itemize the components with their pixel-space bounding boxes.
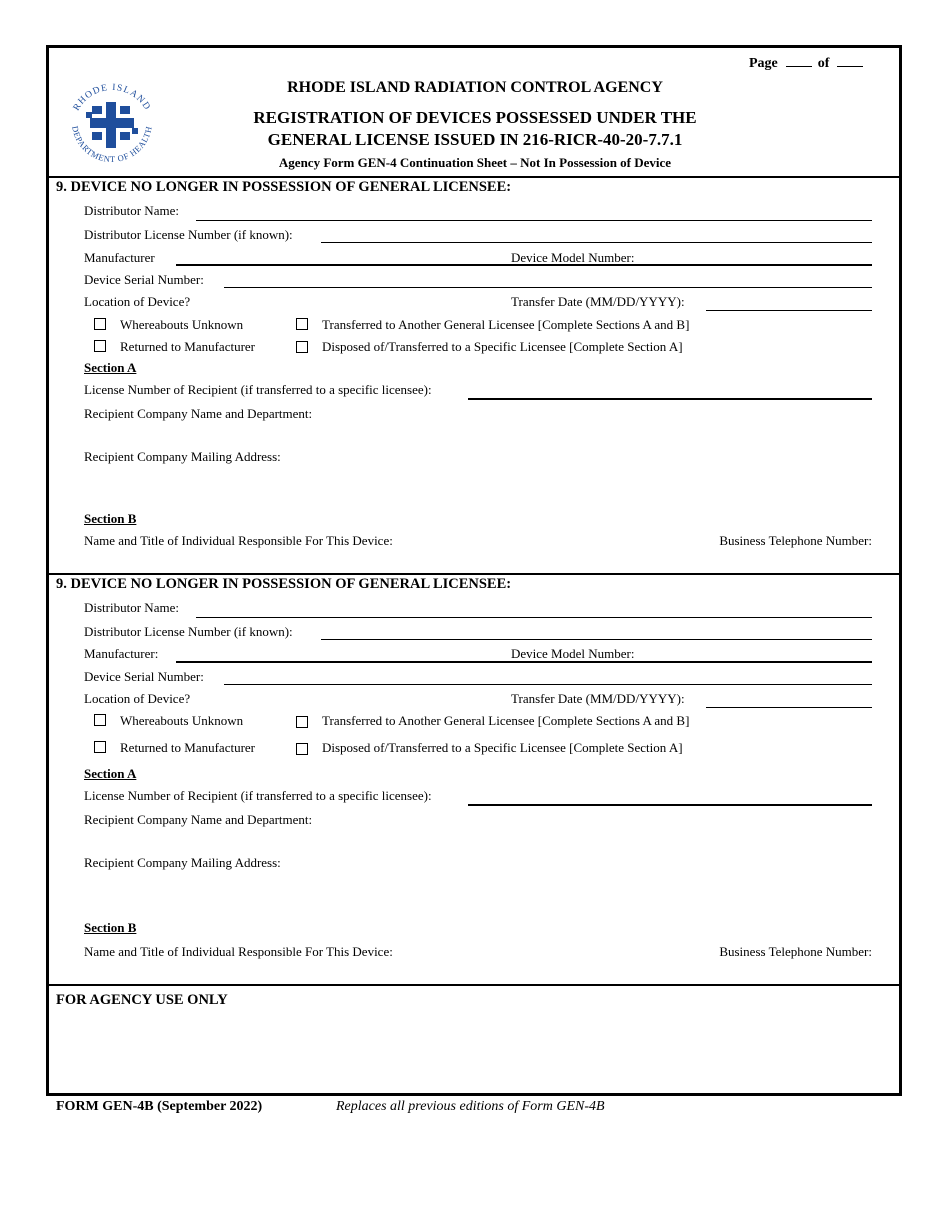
seal-text-top: RHODE ISLAND [71, 82, 153, 113]
transfer-date-label: Transfer Date (MM/DD/YYYY): [511, 691, 685, 706]
recipient-address-label: Recipient Company Mailing Address: [84, 449, 281, 464]
distributor-license-label: Distributor License Number (if known): [84, 227, 293, 242]
form-subtitle: Agency Form GEN-4 Continuation Sheet – Not In Possession of Device [278, 155, 672, 170]
transferred-general-label: Transferred to Another General Licensee [Complete Sections A and B] [322, 317, 690, 332]
page-of-label: of [817, 56, 830, 71]
disposed-specific-checkbox[interactable] [296, 743, 308, 755]
transfer-date-field[interactable] [706, 707, 872, 708]
form-title-line1: REGISTRATION OF DEVICES POSSESSED UNDER THE [253, 108, 697, 127]
name-title-label: Name and Title of Individual Responsible For This Device: [84, 533, 393, 548]
distributor-name-label: Distributor Name: [84, 600, 179, 615]
location-label: Location of Device? [84, 294, 191, 309]
form-title-line2: GENERAL LICENSE ISSUED IN 216-RICR-40-20-7.7.1 [267, 130, 683, 149]
section-divider-2 [46, 984, 902, 986]
whereabouts-unknown-checkbox[interactable] [94, 714, 106, 726]
distributor-license-field[interactable] [321, 639, 872, 640]
device-serial-label: Device Serial Number: [84, 272, 204, 287]
location-label: Location of Device? [84, 691, 191, 706]
distributor-license-field[interactable] [321, 242, 872, 243]
license-recipient-label: License Number of Recipient (if transferred to a specific licensee): [84, 788, 432, 803]
disposed-specific-label: Disposed of/Transferred to a Specific Licensee [Complete Section A] [322, 740, 683, 755]
page-label: Page [749, 56, 778, 71]
agency-use-heading: FOR AGENCY USE ONLY [56, 992, 228, 1008]
section-b-heading: Section B [84, 511, 137, 526]
manufacturer-label: Manufacturer: [84, 646, 159, 661]
section-b-heading: Section B [84, 920, 137, 935]
form-id: FORM GEN-4B (September 2022) [56, 1099, 263, 1114]
device-serial-label: Device Serial Number: [84, 669, 204, 684]
returned-manufacturer-label: Returned to Manufacturer [120, 339, 256, 354]
license-recipient-field[interactable] [468, 398, 872, 400]
recipient-company-label: Recipient Company Name and Department: [84, 406, 313, 421]
section-a-heading: Section A [84, 360, 137, 375]
business-phone-label: Business Telephone Number: [719, 944, 872, 959]
header-divider [46, 176, 902, 178]
returned-manufacturer-checkbox[interactable] [94, 741, 106, 753]
disposed-specific-label: Disposed of/Transferred to a Specific Licensee [Complete Section A] [322, 339, 683, 354]
business-phone-label: Business Telephone Number: [719, 533, 872, 548]
whereabouts-unknown-checkbox[interactable] [94, 318, 106, 330]
section-divider-1 [46, 573, 902, 575]
name-title-label: Name and Title of Individual Responsible For This Device: [84, 944, 393, 959]
transferred-general-checkbox[interactable] [296, 716, 308, 728]
transfer-date-label: Transfer Date (MM/DD/YYYY): [511, 294, 685, 309]
transferred-general-label: Transferred to Another General Licensee [Complete Sections A and B] [322, 713, 690, 728]
manufacturer-model-field[interactable] [176, 264, 872, 266]
device-model-label: Device Model Number: [511, 646, 635, 661]
device-model-label: Device Model Number: [511, 250, 635, 265]
whereabouts-unknown-label: Whereabouts Unknown [120, 713, 244, 728]
device-serial-field[interactable] [224, 287, 872, 288]
page-number-input[interactable] [786, 54, 812, 67]
replaces-note: Replaces all previous editions of Form GEN-4B [336, 1099, 605, 1114]
returned-manufacturer-checkbox[interactable] [94, 340, 106, 352]
seal-emblem-icon [86, 102, 138, 148]
disposed-specific-checkbox[interactable] [296, 341, 308, 353]
license-recipient-label: License Number of Recipient (if transferred to a specific licensee): [84, 382, 432, 397]
section-a-heading: Section A [84, 766, 137, 781]
page-number-field [749, 54, 869, 72]
recipient-address-label: Recipient Company Mailing Address: [84, 855, 281, 870]
section-heading: 9. DEVICE NO LONGER IN POSSESSION OF GENERAL LICENSEE: [56, 576, 512, 592]
license-recipient-field[interactable] [468, 804, 872, 806]
device-serial-field[interactable] [224, 684, 872, 685]
agency-name: RHODE ISLAND RADIATION CONTROL AGENCY [287, 79, 663, 96]
section-heading: 9. DEVICE NO LONGER IN POSSESSION OF GENERAL LICENSEE: [56, 179, 512, 195]
ri-department-of-health-seal [62, 76, 162, 176]
page-total-input[interactable] [837, 54, 863, 67]
distributor-name-label: Distributor Name: [84, 203, 179, 218]
transfer-date-field[interactable] [706, 310, 872, 311]
seal-text-bottom: DEPARTMENT OF HEALTH [70, 125, 154, 165]
whereabouts-unknown-label: Whereabouts Unknown [120, 317, 244, 332]
distributor-license-label: Distributor License Number (if known): [84, 624, 293, 639]
distributor-name-field[interactable] [196, 617, 872, 618]
returned-manufacturer-label: Returned to Manufacturer [120, 740, 256, 755]
manufacturer-label: Manufacturer [84, 250, 155, 265]
transferred-general-checkbox[interactable] [296, 318, 308, 330]
recipient-company-label: Recipient Company Name and Department: [84, 812, 313, 827]
manufacturer-model-field[interactable] [176, 661, 872, 663]
distributor-name-field[interactable] [196, 220, 872, 221]
